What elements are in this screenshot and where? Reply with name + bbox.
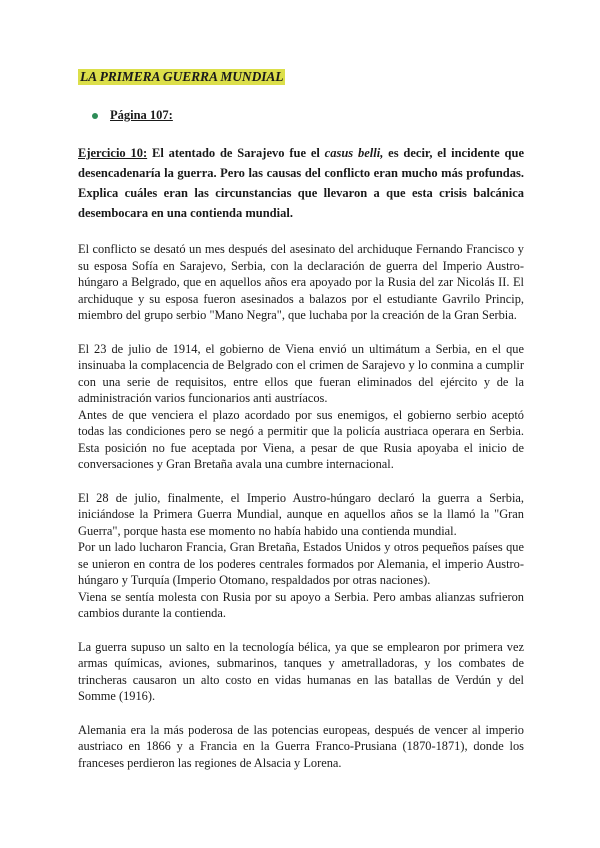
paragraph-7: La guerra supuso un salto en la tecnología bélica, ya que se emplearon por primera vez armas químicas, aviones, submarinos, tanques y ametralladoras, y los combates de trincheras causaron un alto costo en vidas humanas en las batallas de Verdún y del Somme (1916).	[78, 639, 524, 703]
exercise-prompt	[78, 143, 524, 223]
paragraph-1: El conflicto se desató un mes después del asesinato del archiduque Fernando Francisco y su esposa Sofía en Sarajevo, Serbia, con la declaración de guerra del Imperio Austro-húngaro a Belgrado, que en aquellos años era apoyado por la Rusia del zar Nicolás II. El archiduque y su esposa fueron asesinados a balazos por el estudiante Gavrilo Princip, miembro del grupo serbio "Mano Negra", que luchaba por la creación de la Gran Serbia.	[78, 242, 524, 322]
page-reference	[92, 108, 524, 123]
paragraph-6: Viena se sentía molesta con Rusia por su apoyo a Serbia. Pero ambas alianzas sufrieron cambios durante la contienda.	[78, 589, 524, 620]
paragraph-5: Por un lado lucharon Francia, Gran Bretaña, Estados Unidos y otros pequeños países que se unieron en contra de los poderes centrales formados por Alemania, el imperio Austro-húngaro y Turquía (Imperio Otomano, respaldados por otras naciones).	[78, 540, 524, 587]
document-page	[78, 68, 524, 771]
paragraph-8: Alemania era la más poderosa de las potencias europeas, después de vencer al imperio austriaco en 1866 y a Francia en la Guerra Franco-Prusiana (1870-1871), donde los franceses perdieron las regiones de Alsacia y Lorena.	[78, 722, 524, 770]
page-reference-label: Página 107:	[110, 108, 173, 122]
paragraph-3: Antes de que venciera el plazo acordado por sus enemigos, el gobierno serbio aceptó todas las condiciones pero se negó a permitir que la policía austriaca operara en Serbia. Esta posición no fue aceptada por Viena, a pesar de que Rusia apoyaba el inicio de conversaciones y Gran Bretaña avala una cumbre internacional.	[78, 407, 524, 471]
paragraph-4: El 28 de julio, finalmente, el Imperio Austro-húngaro declaró la guerra a Serbia, iniciándose la Primera Guerra Mundial, aunque en aquellos años se la llamó la "Gran Guerra", porque hasta ese momento no había habido una contienda mundial.	[78, 490, 524, 538]
exercise-text-after: es decir, el incidente que desencadenaría la guerra. Pero las causas del conflicto eran mucho más profundas. Explica cuáles eran las circunstancias que llevaron a que esta crisis balcánica desembocara en una contienda mundial.	[78, 146, 524, 220]
exercise-text-before: El atentado de Sarajevo fue el	[147, 146, 325, 160]
document-title: LA PRIMERA GUERRA MUNDIAL	[80, 69, 284, 84]
exercise-label: Ejercicio 10:	[78, 146, 148, 160]
bullet-icon	[92, 113, 98, 119]
paragraph-2: El 23 de julio de 1914, el gobierno de Viena envió un ultimátum a Serbia, en el que insinuaba la complacencia de Belgrado con el crimen de Sarajevo y lo conmina a cumplir con una serie de requisitos, entre ellos que fueran eliminados del ejército y de la administración varios funcionarios anti austríacos.	[78, 341, 524, 405]
exercise-italic-term: casus belli,	[324, 146, 384, 160]
